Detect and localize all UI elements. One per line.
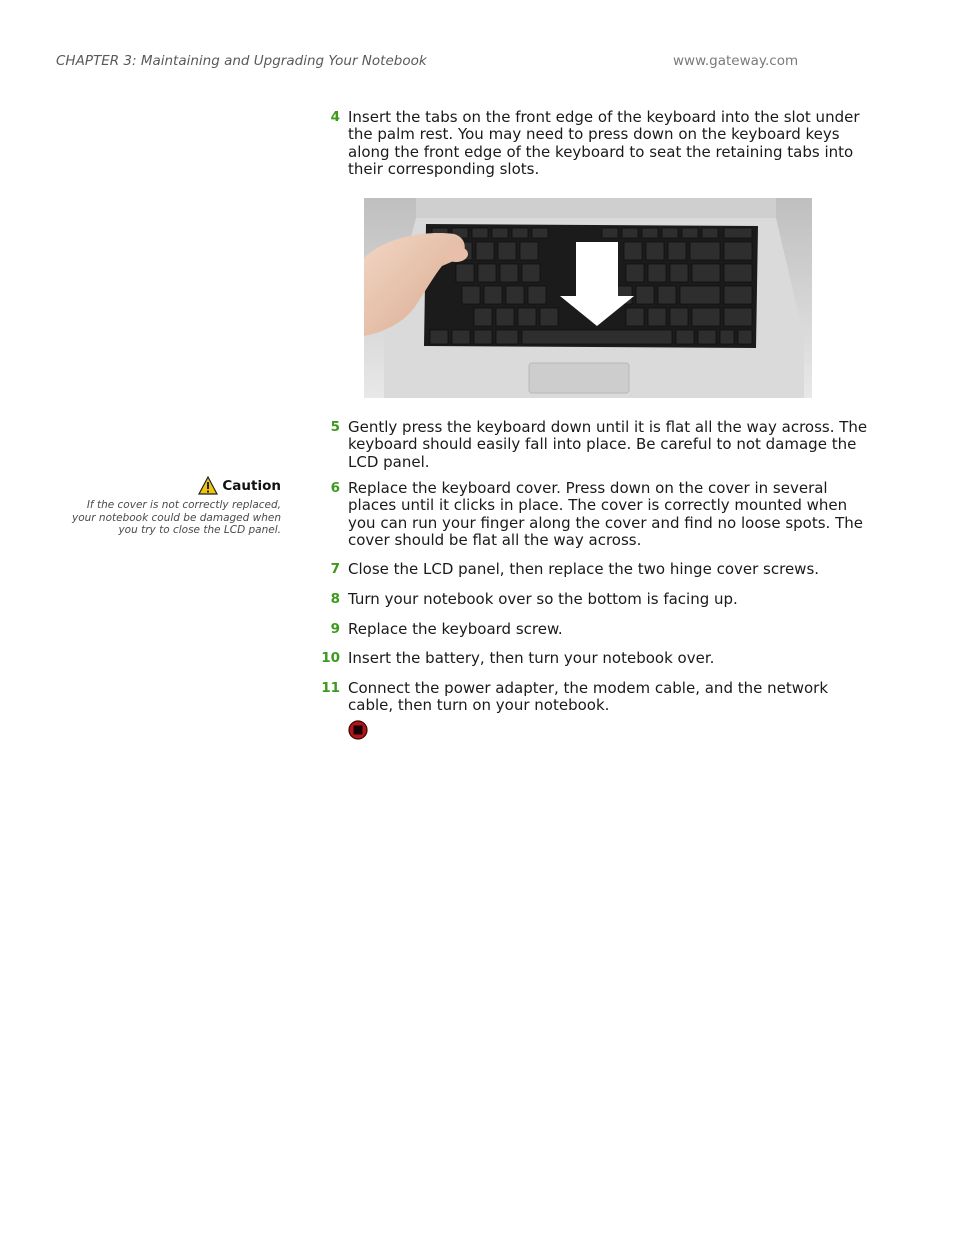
- caution-heading: [198, 476, 281, 495]
- chapter-header: CHAPTER 3: Maintaining and Upgrading Your Notebook: [56, 53, 427, 69]
- step-text: Gently press the keyboard down until it is flat all the way across. The keyboard should easily fall into place. Be careful to not damage the LCD panel.: [348, 418, 868, 471]
- step-text: Connect the power adapter, the modem cable, and the network cable, then turn on your notebook.: [348, 679, 829, 715]
- step-11: [318, 680, 870, 715]
- step-10: [318, 650, 870, 667]
- step-text: Replace the keyboard screw.: [348, 620, 563, 638]
- caution-title: Caution: [222, 477, 281, 494]
- step-number: 5: [330, 419, 340, 435]
- step-text: Insert the tabs on the front edge of the keyboard into the slot under the palm rest. You may need to press down on the keyboard keys along the front edge of the keyboard to seat the retaining tabs into their corresponding slots.: [348, 108, 860, 179]
- website-url: www.gateway.com: [673, 53, 799, 69]
- step-4: [318, 109, 870, 179]
- step-text: Turn your notebook over so the bottom is facing up.: [348, 590, 738, 608]
- caution-text: If the cover is not correctly replaced, your notebook could be damaged when you try to close the LCD panel.: [71, 499, 281, 537]
- step-5: [318, 419, 870, 471]
- step-number: 7: [330, 561, 340, 577]
- keyboard-installation-photo: [364, 198, 812, 398]
- step-number: 11: [321, 680, 340, 696]
- step-8: [318, 591, 870, 608]
- step-text: Insert the battery, then turn your notebook over.: [348, 649, 715, 667]
- warning-icon: [198, 476, 218, 495]
- step-number: 10: [321, 650, 340, 666]
- step-9: [318, 621, 870, 638]
- step-text: Close the LCD panel, then replace the two hinge cover screws.: [348, 560, 820, 578]
- caution-note: [60, 476, 281, 537]
- step-number: 6: [330, 480, 340, 496]
- step-number: 4: [330, 109, 340, 125]
- step-6: [318, 480, 870, 550]
- step-text: Replace the keyboard cover. Press down on the cover in several places until it clicks in place. The cover is correctly mounted when you can run your finger along the cover and find no loose spots. The cover should be flat all the way across.: [348, 479, 863, 550]
- step-number: 8: [330, 591, 340, 607]
- stop-icon: [348, 720, 368, 740]
- step-7: [318, 561, 870, 578]
- step-number: 9: [330, 621, 340, 637]
